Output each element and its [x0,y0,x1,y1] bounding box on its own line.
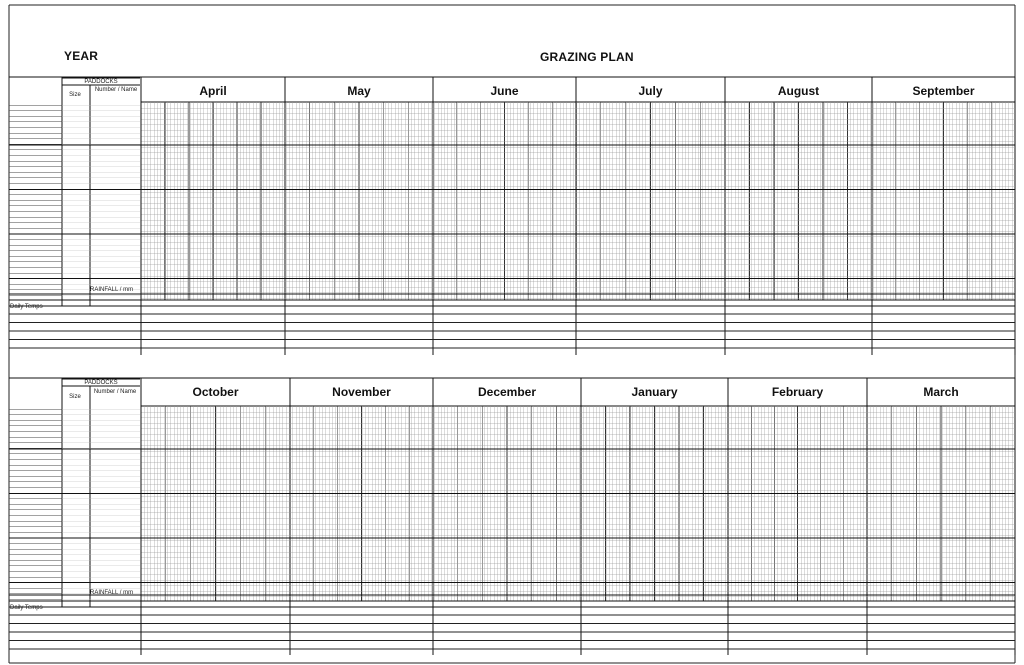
size-header-bottom: Size [69,394,81,400]
page-title: GRAZING PLAN [540,50,634,64]
month-june: June [490,84,519,98]
month-may: May [347,84,371,98]
month-december: December [477,385,537,399]
size-header: Size [69,92,81,98]
month-february: February [771,385,824,399]
paddocks-header: PADDOCKS [84,79,118,85]
rainfall-label: RAINFALL / mm [90,287,134,293]
rainfall-label-bottom: RAINFALL / mm [90,590,134,596]
month-april: April [199,84,227,98]
month-september: September [912,84,975,98]
paddocks-header-bottom: PADDOCKS [84,380,118,386]
month-march: March [923,385,959,399]
daily-temps-label-bottom: Daily Temps [10,605,43,611]
number-name-header-bottom: Number / Name [93,389,137,395]
month-july: July [638,84,663,98]
month-january: January [631,385,678,399]
year-label: YEAR [64,49,99,63]
number-name-header: Number / Name [94,87,138,93]
month-november: November [332,385,391,399]
month-october: October [192,385,239,399]
daily-temps-label: Daily Temps [10,304,43,310]
month-august: August [777,84,820,98]
